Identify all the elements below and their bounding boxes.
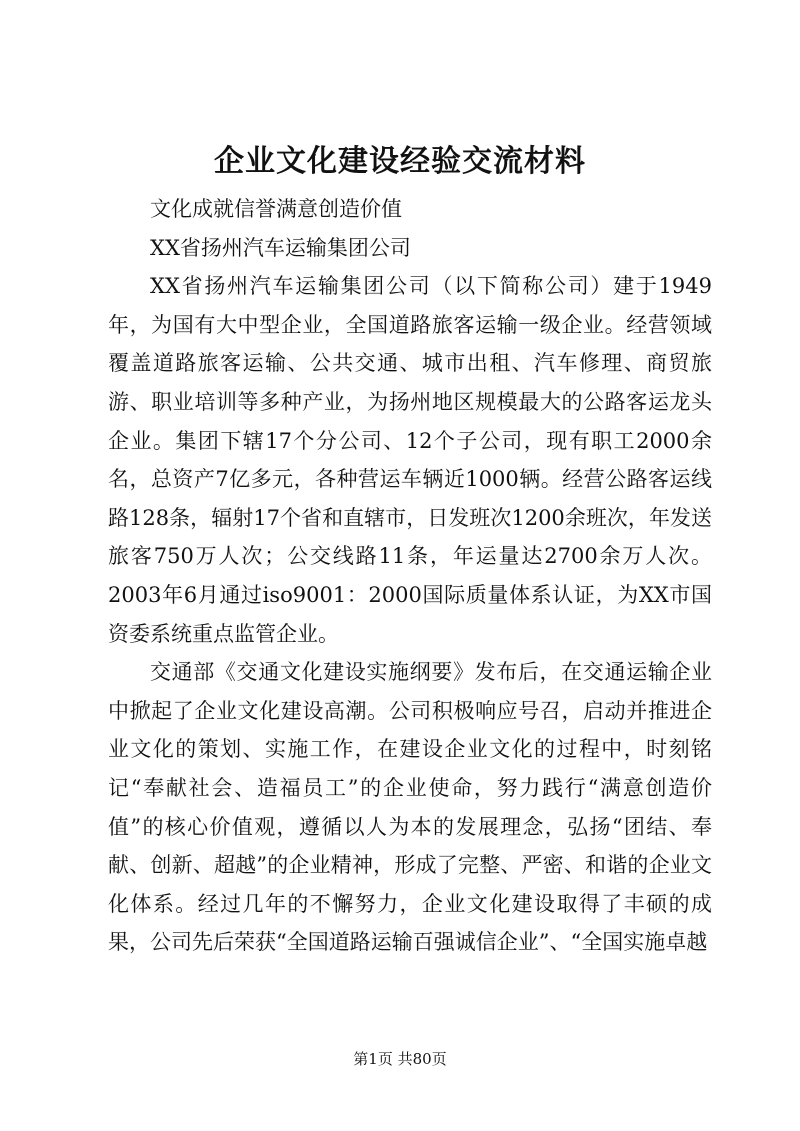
page-footer: 第1页 共80页 [353,1050,447,1068]
body-paragraph-1: XX省扬州汽车运输集团公司（以下简称公司）建于1949年，为国有大中型企业，全国道路旅客运输一级企业。经营领域覆盖道路旅客运输、公共交通、城市出租、汽车修理、商贸旅游、职业培训等多种产业，为扬州地区规模最大的公路客运龙头企业。集团下辖17个分公司、12个子公司，现有职工2000余名，总资产7亿多元，各种营运车辆近1000辆。经营公路客运线路128条，辐射17个省和直辖市，日发班次1200余班次，年发送旅客750万人次；公交线路11条，年运量达2700余万人次。2003年6月通过iso9001：2000国际质量体系认证，为XX市国资委系统重点监管企业。 [108,274,712,646]
body-paragraph-2: 交通部《交通文化建设实施纲要》发布后，在交通运输企业中掀起了企业文化建设高潮。公司积极响应号召，启动并推进企业文化的策划、实施工作，在建设企业文化的过程中，时刻铭记“奉献社会、造福员工”的企业使命，努力践行“满意创造价值”的核心价值观，遵循以人为本的发展理念，弘扬“团结、奉献、创新、超越”的企业精神，形成了完整、严密、和谐的企业文化体系。经过几年的不懈努力，企业文化建设取得了丰硕的成果，公司先后荣获“全国道路运输百强诚信企业”、“全国实施卓越 [108,660,712,955]
subtitle-line: 文化成就信誉满意创造价值 [150,197,402,221]
organization-line: XX省扬州汽车运输集团公司 [150,235,411,260]
document-title: 企业文化建设经验交流材料 [214,144,586,179]
document-body [108,190,712,962]
